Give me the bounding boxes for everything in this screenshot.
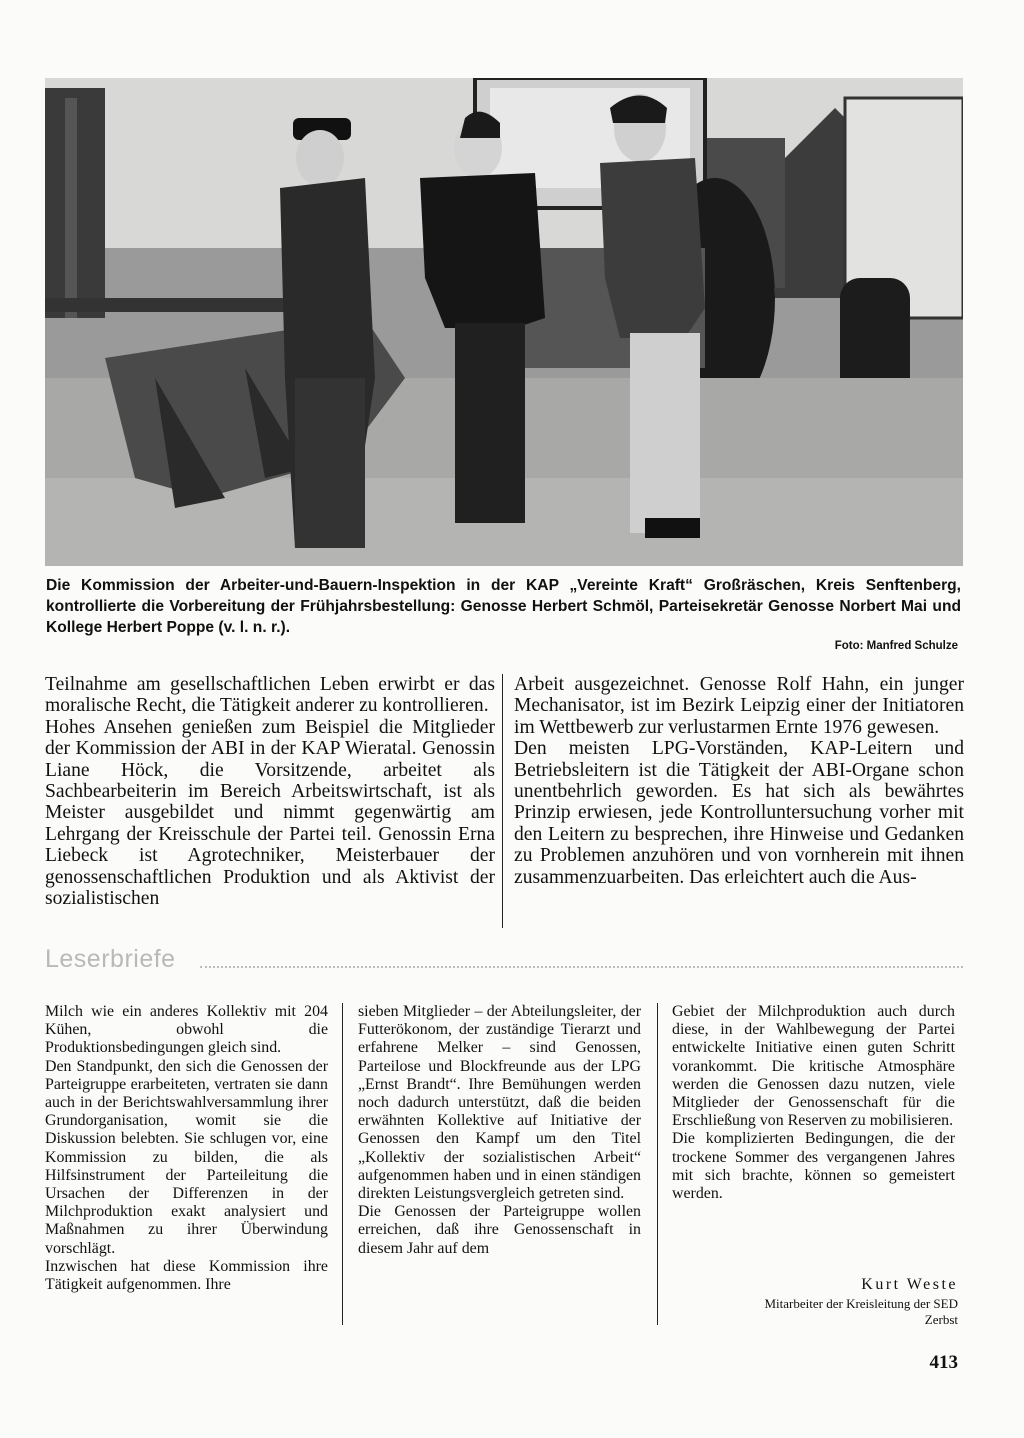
article-photo	[45, 78, 963, 566]
letter-paragraph: Gebiet der Milchproduktion auch durch diese, in der Wahlbewegung der Partei entwickelte Initiative einen guten Schritt vorankommt. Die kritische Atmosphäre werden die Genossen dazu nutzen, viele Mitglieder der Genossenschaft für die Erschließung von Reserven zu mobilisieren.	[672, 1003, 955, 1130]
author-name: Kurt Weste	[861, 1276, 958, 1293]
section-header: Leserbriefe	[45, 945, 176, 973]
letter-paragraph: Die Genossen der Parteigruppe wollen erreichen, daß ihre Genossenschaft in diesem Jahr auf dem	[358, 1203, 641, 1257]
article-column-left	[45, 674, 495, 909]
author-role	[658, 1296, 958, 1328]
letter-paragraph: sieben Mitglieder – der Abteilungsleiter, der Futterökonom, der zuständige Tierarzt und erfahrene Melker – sind Genossen, Parteilose und Blockfreunde aus der LPG „Ernst Brandt“. Ihre Bemühungen werden noch dadurch unterstützt, daß die beiden erwähnten Kollektive auf Initiative der Genossen den Kampf um den Titel „Kollektiv der sozialistischen Arbeit“ aufgenommen haben und in einen ständigen direkten Leistungsvergleich getreten sind.	[358, 1003, 641, 1203]
letter-column-1	[45, 1003, 328, 1294]
letter-paragraph: Inzwischen hat diese Kommission ihre Tätigkeit aufgenommen. Ihre	[45, 1257, 328, 1294]
author-location: Zerbst	[924, 1312, 958, 1327]
article-paragraph: Teilnahme am gesellschaftlichen Leben erwirbt er das moralische Recht, die Tätigkeit anderer zu kontrollieren.	[45, 674, 495, 717]
article-paragraph: Hohes Ansehen genießen zum Beispiel die Mitglieder der Kommission der ABI in der KAP Wieratal. Genossin Liane Höck, die Vorsitzende, arbeitet als Sachbearbeiterin im Bereich Arbeitswirtschaft, ist als Meister ausgebildet und nimmt gegenwärtig am Lehrgang der Kreisschule der Partei teil. Genossin Erna Liebeck ist Agrotechniker, Meisterbauer der genossenschaftlichen Produktion und als Aktivist der sozialistischen	[45, 716, 495, 910]
letter-paragraph: Milch wie ein anderes Kollektiv mit 204 Kühen, obwohl die Produktionsbedingungen gleich sind.	[45, 1003, 328, 1057]
article-paragraph: Den meisten LPG-Vorständen, KAP-Leitern und Betriebsleitern ist die Tätigkeit der ABI-Organe schon unentbehrlich geworden. Es hat sich als bewährtes Prinzip erwiesen, jede Kontrolluntersuchung vorher mit den Leitern zu besprechen, ihre Hinweise und Gedanken zu Problemen anzuhören und von vornherein mit ihnen zusammenzuarbeiten. Das erleichtert auch die Aus-	[514, 738, 964, 888]
photo-credit: Foto: Manfred Schulze	[834, 640, 958, 652]
section-rule	[200, 966, 963, 971]
column-divider	[502, 674, 503, 928]
photo-caption: Die Kommission der Arbeiter-und-Bauern-Inspektion in der KAP „Vereinte Kraft“ Großräschen, Kreis Senftenberg, kontrollierte die Vorbereitung der Frühjahrsbestellung: Genosse Herbert Schmöl, Parteisekretär Genosse Norbert Mai und Kollege Herbert Poppe (v. l. n. r.).	[46, 577, 961, 636]
letter-column-2	[358, 1003, 641, 1258]
photo-illustration	[45, 78, 963, 566]
letter-paragraph: Die komplizierten Bedingungen, die der trockene Sommer des vergangenen Jahres mit sich brachte, können so gemeistert werden.	[672, 1130, 955, 1203]
article-column-right	[514, 674, 964, 888]
column-divider	[342, 1003, 343, 1325]
page-number: 413	[929, 1352, 958, 1373]
author-role-line: Mitarbeiter der Kreisleitung der SED	[764, 1296, 958, 1311]
column-divider	[657, 1003, 658, 1325]
letter-column-3	[672, 1003, 955, 1203]
letter-paragraph: Den Standpunkt, den sich die Genossen der Parteigruppe erarbeiteten, vertraten sie dann auch in der Berichtswahlversammlung ihrer Grundorganisation, womit sie die Diskussion belebten. Sie schlugen vor, eine Kommission zu bilden, die als Hilfsinstrument der Parteileitung die Ursachen der Differenzen in der Milchproduktion exakt analysiert und Maßnahmen zu ihrer Überwindung vorschlägt.	[45, 1057, 328, 1257]
article-paragraph: Arbeit ausgezeichnet. Genosse Rolf Hahn, ein junger Mechanisator, ist im Bezirk Leipzig einer der Initiatoren im Wettbewerb zur verlustarmen Ernte 1976 gewesen.	[514, 674, 964, 738]
